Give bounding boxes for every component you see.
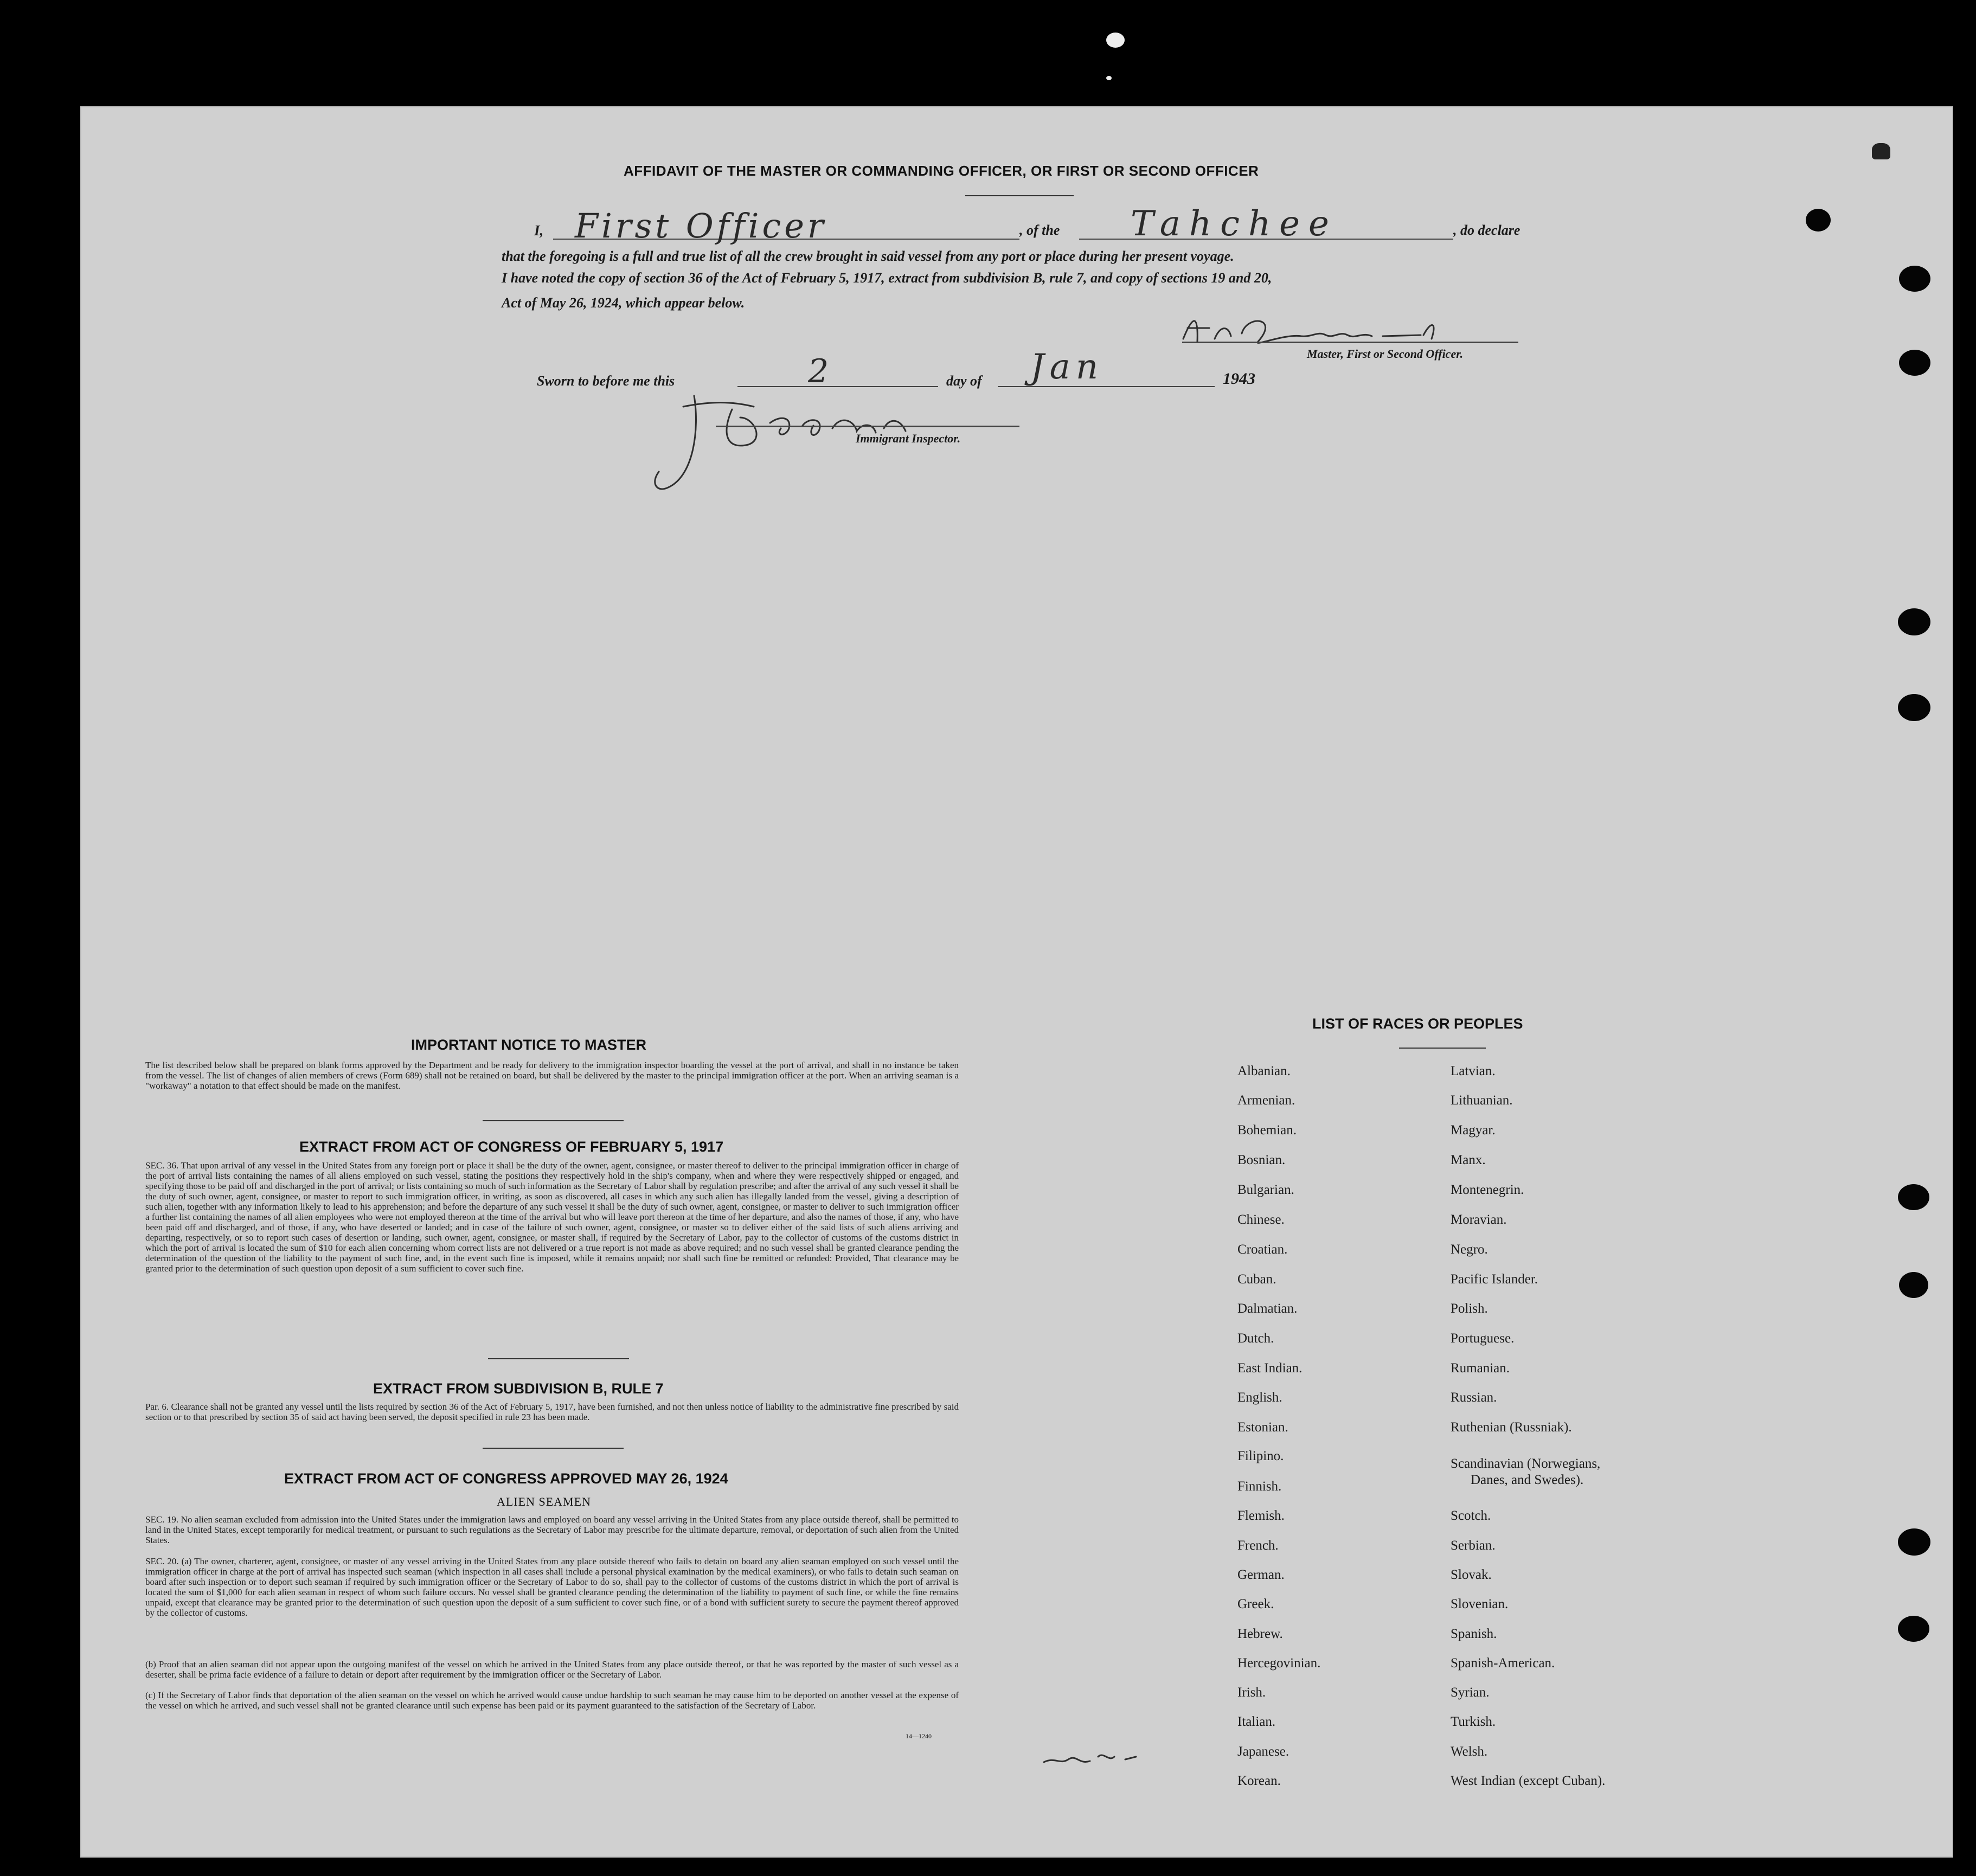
notice-title: IMPORTANT NOTICE TO MASTER xyxy=(411,1037,646,1053)
section-rule xyxy=(483,1120,624,1121)
race-item: Greek. xyxy=(1237,1597,1274,1611)
race-item: Serbian. xyxy=(1451,1538,1496,1553)
race-item: Croatian. xyxy=(1237,1242,1288,1257)
year-label: 1943 xyxy=(1223,370,1255,388)
affidavit-title: AFFIDAVIT OF THE MASTER OR COMMANDING OFFICER, OR FIRST OR SECOND OFFICER xyxy=(624,163,1259,179)
race-item: Syrian. xyxy=(1451,1685,1490,1700)
race-item: Scandinavian (Norwegians, xyxy=(1451,1456,1601,1471)
race-item: French. xyxy=(1237,1538,1279,1553)
extract-1917-text: SEC. 36. That upon arrival of any vessel in the United States from any foreign port or place it shall be the duty of the owner, agent, consignee, or master thereof to deliver to the principal immigration officer in charge of the port of arrival lists containing the names of all aliens employed on such vessel, stating the positions they respectively hold in the ship's company, when and where they were respectively shipped or engaged, and specifying those to be paid off and discharged in the port of arrival; or lists containing so much of such information as the Secretary of Labor shall by regulation prescribe; and after the arrival of any such vessel it shall be the duty of such owner, agent, consignee, or master to report to such immigration officer, in writing, as soon as discovered, all cases in which any such alien has illegally landed from the vessel, giving a description of such alien, together with any information likely to lead to his apprehension; and before the departure of any such vessel it shall be the duty of such owner, agent, consignee, or master to deliver to such immigration officer a further list containing the names of all alien employees who were not employed thereon at the time of the arrival but who will leave port thereon at the time of her departure, and also the names of those, if any, who have been paid off and discharged, and of those, if any, who have deserted or landed; and in case of the failure of such owner, agent, consignee, or master so to deliver either of the said lists of such aliens arriving and departing, respectively, or so to report such cases of desertion or landing, such owner, agent, consignee, or master shall, if required by the Secretary of Labor, pay to the collector of customs of the customs district in which the port of arrival is located the sum of $10 for each alien concerning whom correct lists are not delivered or a true report is not made as above required; and no such vessel shall be granted clearance pending the determination of the question of the liability to the payment of such fine, and, in the event such fine is imposed, while it remains unpaid; nor shall such fine be remitted or refunded: Provided, That clearance may be granted prior to the determination of such question upon deposit of a sum sufficient to cover such fine. xyxy=(145,1160,959,1274)
race-item: Estonian. xyxy=(1237,1420,1288,1435)
race-item: Portuguese. xyxy=(1451,1331,1515,1346)
race-item: Cuban. xyxy=(1237,1272,1276,1287)
signature-caption: Master, First or Second Officer. xyxy=(1307,347,1464,361)
title-rule xyxy=(965,195,1074,196)
race-item: Montenegrin. xyxy=(1451,1183,1524,1197)
dust-speck xyxy=(1106,33,1125,48)
punch-hole xyxy=(1898,1184,1929,1210)
affidavit-line4: Act of May 26, 1924, which appear below. xyxy=(502,295,745,311)
race-item: West Indian (except Cuban). xyxy=(1451,1774,1606,1788)
notice-text: The list described below shall be prepared on blank forms approved by the Department and be ready for delivery to the immigration inspector boarding the vessel at the port of arrival, and shall in no instance be taken from the vessel. The list of changes of alien members of crews (Form 689) shall not be retained on board, but shall be delivered by the master to the principal immigration officer at the port. When an arriving seaman is a "workaway" a notation to that effect should be made on the manifest. xyxy=(145,1060,959,1091)
race-item: Pacific Islander. xyxy=(1451,1272,1538,1287)
affidavit-line3: I have noted the copy of section 36 of the Act of February 5, 1917, extract from subdivision B, rule 7, and copy of sections 19 and 20, xyxy=(502,270,1272,286)
sec20a-text: SEC. 20. (a) The owner, charterer, agent, consignee, or master of any vessel arriving in the United States from any place outside thereof who fails to detain on board any alien seaman employed on such vessel until the immigration officer in charge at the port of arrival has inspected such seaman (which inspection in all cases shall include a personal physical examination by the medical examiners), or who fails to detain such seaman on board after such inspection or to deport such seaman if required by such immigration officer or the Secretary of Labor to do so, shall pay to the collector of customs of the customs district in which the port of arrival is located the sum of $1,000 for each alien seaman in respect of whom such failure occurs. No vessel shall be granted clearance pending the determination of the liability to payment of such fine, or while the fine remains unpaid, except that clearance may be granted prior to the determination of such question upon the deposit of a sum sufficient to cover such fine, or of a bond with sufficient surety to secure the payment thereof approved by the collector of customs. xyxy=(145,1556,959,1618)
officer-handwritten: First Officer xyxy=(575,206,827,246)
punch-hole xyxy=(1899,266,1930,292)
race-item: Russian. xyxy=(1451,1390,1497,1405)
race-item: Albanian. xyxy=(1237,1064,1291,1078)
race-item: Welsh. xyxy=(1451,1744,1488,1759)
race-item: Rumanian. xyxy=(1451,1361,1510,1376)
vessel-handwritten: Tahchee xyxy=(1131,204,1338,244)
races-title: LIST OF RACES OR PEOPLES xyxy=(1312,1016,1523,1032)
corner-mark xyxy=(1872,143,1890,159)
officer-signature xyxy=(1177,309,1480,352)
punch-hole xyxy=(1898,608,1930,635)
month-handwritten: Jan xyxy=(1030,347,1104,387)
race-item: Scotch. xyxy=(1451,1508,1491,1523)
race-item: Bulgarian. xyxy=(1237,1183,1294,1197)
sworn-label: Sworn to before me this xyxy=(537,373,675,389)
section-rule xyxy=(483,1448,624,1449)
race-item: Lithuanian. xyxy=(1451,1093,1513,1108)
race-item: Polish. xyxy=(1451,1301,1488,1316)
race-item: Slovak. xyxy=(1451,1567,1492,1582)
races-title-rule xyxy=(1399,1048,1486,1049)
race-item: German. xyxy=(1237,1567,1285,1582)
race-item: Ruthenian (Russniak). xyxy=(1451,1420,1572,1435)
race-item: Bohemian. xyxy=(1237,1123,1297,1138)
race-item: Dalmatian. xyxy=(1237,1301,1298,1316)
form-number: 14—1240 xyxy=(906,1732,932,1740)
race-item: Negro. xyxy=(1451,1242,1488,1257)
punch-hole xyxy=(1899,350,1930,376)
punch-hole xyxy=(1899,1272,1928,1298)
race-item: Hebrew. xyxy=(1237,1627,1283,1641)
do-declare-label: , do declare xyxy=(1453,222,1521,238)
race-item: Slovenian. xyxy=(1451,1597,1509,1611)
inspector-line xyxy=(716,426,1019,427)
race-item: Armenian. xyxy=(1237,1093,1295,1108)
race-item: Flemish. xyxy=(1237,1508,1285,1523)
race-item: Dutch. xyxy=(1237,1331,1274,1346)
rule7-text: Par. 6. Clearance shall not be granted any vessel until the lists required by section 36 of the Act of February 5, 1917, have been furnished, and not then unless notice of liability to the administrative fine prescribed by said section or to that prescribed by section 35 of said act having been served, the deposit specified in rule 23 has been made. xyxy=(145,1402,959,1422)
race-item: Moravian. xyxy=(1451,1212,1507,1227)
punch-hole xyxy=(1898,694,1930,721)
sec20c-text: (c) If the Secretary of Labor finds that deportation of the alien seaman on the vessel on which he arrived would cause undue hardship to such seaman he may cause him to be deported on another vessel at the expense of the vessel on which he arrived, and such vessel shall not be granted clearance until such expense has been paid or its payment guaranteed to the satisfaction of the Secretary of Labor. xyxy=(145,1690,959,1711)
sec20b-text: (b) Proof that an alien seaman did not appear upon the outgoing manifest of the vessel on which he arrived in the United States from any place outside thereof, or that he was reported by the master of such vessel as a deserter, shall be prima facie evidence of a failure to detain or deport after requirement by the immigration officer or the Secretary of Labor. xyxy=(145,1659,959,1680)
inspector-caption: Immigrant Inspector. xyxy=(856,432,961,445)
alien-seamen-subtitle: ALIEN SEAMEN xyxy=(497,1495,591,1508)
race-item: East Indian. xyxy=(1237,1361,1303,1376)
day-of-label: day of xyxy=(946,373,982,389)
race-item: Manx. xyxy=(1451,1153,1486,1167)
day-handwritten: 2 xyxy=(808,352,829,390)
signature-line xyxy=(1182,342,1518,343)
extract-1924-title: EXTRACT FROM ACT OF CONGRESS APPROVED MAY 26, 1924 xyxy=(284,1470,728,1487)
race-item: Italian. xyxy=(1237,1714,1276,1729)
race-item: Filipino. xyxy=(1237,1449,1284,1463)
affidavit-line1-prefix: I, xyxy=(534,222,544,239)
punch-hole xyxy=(1806,209,1831,232)
dust-speck xyxy=(1106,76,1112,80)
rule7-title: EXTRACT FROM SUBDIVISION B, RULE 7 xyxy=(373,1380,664,1397)
race-item: Hercegovinian. xyxy=(1237,1656,1321,1671)
race-item: English. xyxy=(1237,1390,1282,1405)
section-rule xyxy=(488,1358,629,1359)
race-item: Danes, and Swedes). xyxy=(1471,1473,1584,1487)
affidavit-line2: that the foregoing is a full and true list of all the crew brought in said vessel from any port or place during her present voyage. xyxy=(502,248,1234,264)
race-item: Magyar. xyxy=(1451,1123,1496,1138)
race-item: Japanese. xyxy=(1237,1744,1289,1759)
race-item: Spanish. xyxy=(1451,1627,1497,1641)
of-the-label: , of the xyxy=(1019,222,1060,238)
race-item: Spanish-American. xyxy=(1451,1656,1555,1671)
race-item: Turkish. xyxy=(1451,1714,1496,1729)
sec19-text: SEC. 19. No alien seaman excluded from admission into the United States under the immigration laws and employed on board any vessel arriving in the United States from any place outside thereof, shall be permitted to land in the United States, except temporarily for medical treatment, or pursuant to such regulations as the Secretary of Labor may prescribe for the ultimate departure, removal, or deportation of such alien from the United States. xyxy=(145,1514,959,1545)
punch-hole xyxy=(1898,1616,1929,1642)
pencil-scribble xyxy=(1038,1740,1158,1773)
race-item: Finnish. xyxy=(1237,1479,1282,1494)
race-item: Latvian. xyxy=(1451,1064,1496,1078)
race-item: Chinese. xyxy=(1237,1212,1285,1227)
race-item: Korean. xyxy=(1237,1774,1281,1788)
punch-hole xyxy=(1898,1528,1930,1556)
race-item: Bosnian. xyxy=(1237,1153,1286,1167)
race-item: Irish. xyxy=(1237,1685,1266,1700)
extract-1917-title: EXTRACT FROM ACT OF CONGRESS OF FEBRUARY 5, 1917 xyxy=(299,1139,724,1155)
